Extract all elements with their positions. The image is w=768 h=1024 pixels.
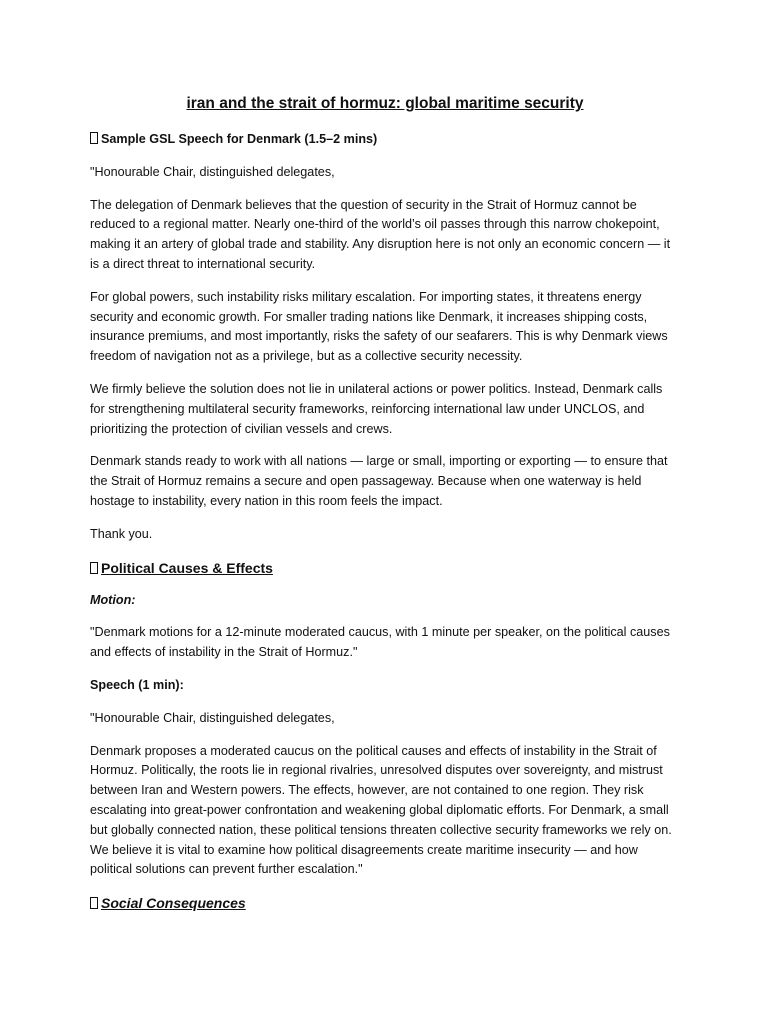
political-heading-text: Political Causes & Effects xyxy=(101,559,273,576)
political-greeting: "Honourable Chair, distinguished delegates, xyxy=(90,710,335,725)
missing-glyph-icon xyxy=(90,897,98,909)
document-title: iran and the strait of hormuz: global maritime security xyxy=(186,95,584,112)
gsl-heading-text: Sample GSL Speech for Denmark (1.5–2 mins) xyxy=(101,132,378,146)
gsl-paragraph-3: We firmly believe the solution does not lie in unilateral actions or power politics. Instead, Denmark calls for strengthening multilateral security frameworks, reinforcing international law under UNCLOS, and prioritizing the protection of civilian vessels and crews. xyxy=(90,381,663,436)
political-speech-body: Denmark proposes a moderated caucus on the political causes and effects of instability in the Strait of Hormuz. Politically, the roots lie in regional rivalries, unresolved disputes over sovereignty, and mistrust between Iran and Western powers. The effects, however, are not contained to one region. They risk escalating into great-power confrontation and weakening global diplomatic efforts. For Denmark, a small but globally connected nation, these political tensions threaten collective security frameworks we rely on. We believe it is vital to examine how political disagreements create maritime insecurity — and how political solutions can prevent further escalation." xyxy=(90,743,672,877)
social-heading-text: Social Consequences xyxy=(101,895,246,912)
motion-text: "Denmark motions for a 12-minute moderated caucus, with 1 minute per speaker, on the political causes and effects of instability in the Strait of Hormuz." xyxy=(90,625,670,660)
missing-glyph-icon xyxy=(90,562,98,574)
gsl-section-heading xyxy=(90,130,680,150)
gsl-greeting: "Honourable Chair, distinguished delegates, xyxy=(90,164,335,179)
gsl-closing: Thank you. xyxy=(90,526,153,541)
political-section-heading xyxy=(90,558,680,579)
motion-label: Motion: xyxy=(90,592,136,607)
gsl-paragraph-1: The delegation of Denmark believes that the question of security in the Strait of Hormuz cannot be reduced to a regional matter. Nearly one-third of the world’s oil passes through this narrow chokepoint, making it an artery of global trade and stability. Any disruption here is not only an economic concern — it is a direct threat to international security. xyxy=(90,197,671,271)
speech-label: Speech (1 min): xyxy=(90,677,184,692)
document-body xyxy=(90,92,680,926)
gsl-paragraph-4: Denmark stands ready to work with all nations — large or small, importing or exporting — to ensure that the Strait of Hormuz remains a secure and open passageway. Because when one waterway is held hostage to instability, every nation in this room feels the impact. xyxy=(90,454,668,508)
social-section-heading xyxy=(90,893,680,914)
gsl-paragraph-2: For global powers, such instability risks military escalation. For importing states, it threatens energy security and economic growth. For smaller trading nations like Denmark, it increases shipping costs, insurance premiums, and most importantly, risks the safety of our seafarers. This is why Denmark views freedom of navigation not as a privilege, but as a collective security necessity. xyxy=(90,289,668,364)
missing-glyph-icon xyxy=(90,132,98,144)
